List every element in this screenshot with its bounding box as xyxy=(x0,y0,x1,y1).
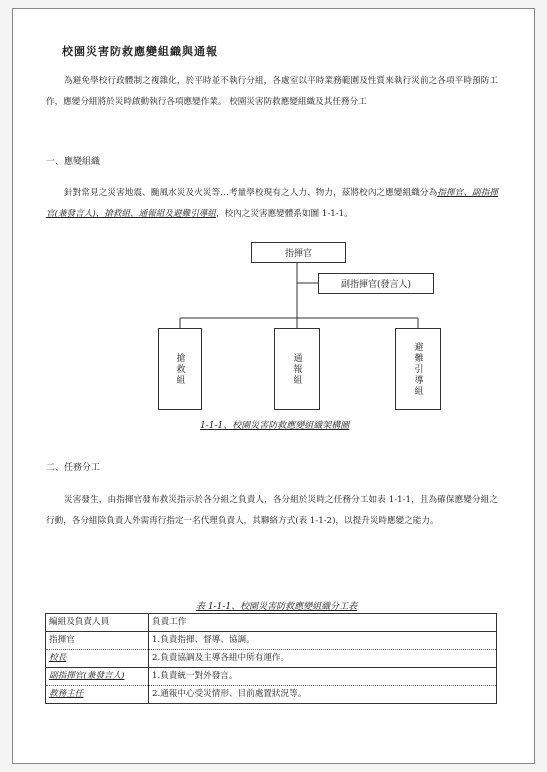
org-chart-caption: 1-1-1、校園災害防救應變組織架構圖 xyxy=(200,421,350,431)
section-heading-organization: 一、應變組織 xyxy=(46,157,101,167)
row-duty: 1.負責指揮、督導、協調。 xyxy=(149,632,497,650)
org-deputy-box: 副指揮官(發言人) xyxy=(318,273,434,294)
row-duty: 2.負責協調及主導各組中所有運作。 xyxy=(149,650,497,668)
row-duty: 1.負責統一對外發言。 xyxy=(149,668,497,686)
row-person: 校長 xyxy=(46,650,149,668)
table-row xyxy=(46,650,497,668)
table-row xyxy=(46,668,497,686)
table-row xyxy=(46,686,497,704)
organization-groups-emphasis: 指揮官、副指揮官(兼發言人)、搶救組、通報組及避難引導組 xyxy=(46,188,498,219)
row-person: 教務主任 xyxy=(46,686,149,704)
org-group-notification: 通報組 xyxy=(274,328,320,410)
row-role: 副指揮官(兼發言人) xyxy=(46,668,149,686)
row-duty: 2.通報中心受災情形、目前處置狀況等。 xyxy=(149,686,497,704)
duty-table xyxy=(45,613,497,704)
organization-text-before: 針對常見之災害地震、颱風水災及火災等…考量學校現有之人力、物力，茲將校內之應變組織分為 xyxy=(64,188,438,198)
row-role: 指揮官 xyxy=(46,632,149,650)
section-heading-duties: 二、任務分工 xyxy=(46,463,101,473)
intro-paragraph: 為避免學校行政體制之複雜化，於平時並不執行分組，各處室以平時業務範圍及性質來執行災前之各項平時預防工作，應變分組將於災時啟動執行各項應變作業。 校園災害防救應變組織及其任務分工 xyxy=(46,76,498,107)
header-role: 編組及負責人員 xyxy=(46,614,149,632)
header-duties: 負責工作 xyxy=(149,614,497,632)
organization-text-after: ，校內之災害應變體系如圖 1-1-1。 xyxy=(216,209,353,219)
duty-table-caption: 表 1-1-1、校園災害防救應變組織分工表 xyxy=(196,602,358,612)
duties-paragraph: 災害發生，由指揮官發布救災指示於各分組之負責人，各分組於災時之任務分工如表 1-1-1，且為確保應變分組之行動，各分組除負責人外需再行指定一名代理負責人，其聯絡方式(表 1-1-2)，以提升災時應變之能力。 xyxy=(46,495,498,526)
org-group-rescue: 搶救組 xyxy=(158,328,202,410)
table-row xyxy=(46,632,497,650)
document-title: 校園災害防救應變組織與通報 xyxy=(62,45,218,58)
org-commander-box: 指揮官 xyxy=(251,242,346,263)
org-group-evacuation: 避難引導組 xyxy=(395,328,441,410)
duty-table-header xyxy=(46,614,497,632)
